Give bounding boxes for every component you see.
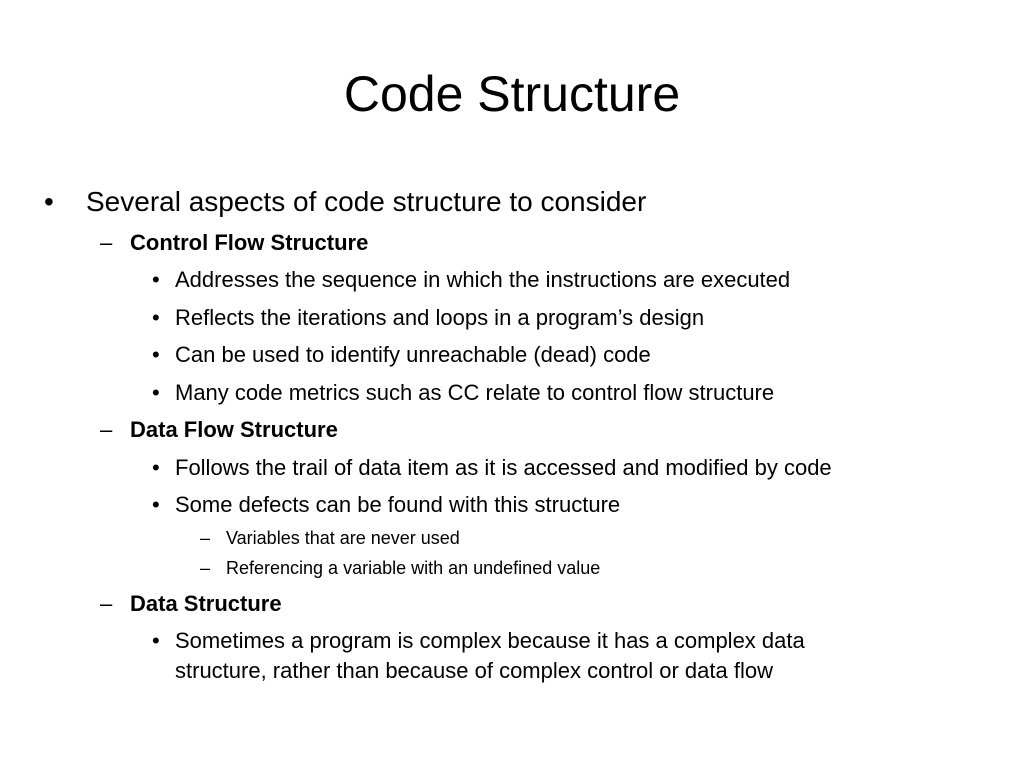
bullet-text: Follows the trail of data item as it is accessed and modified by code [175,455,832,480]
bullet-marker: • [152,305,160,330]
dash-marker: – [200,558,211,578]
bullet-marker: • [152,492,160,517]
dash-marker: – [100,591,113,616]
bullet-marker: • [152,342,160,367]
bullet-text: Can be used to identify unreachable (dead) code [175,342,651,367]
bullet-text: Referencing a variable with an undefined value [226,558,601,578]
subheading-text: Data Flow Structure [130,417,338,442]
bullet-text: Reflects the iterations and loops in a program’s design [175,305,705,330]
bullet-marker: • [152,628,160,653]
subheading-text: Data Structure [130,591,282,616]
bullet-text: structure, rather than because of complex control or data flow [175,658,773,683]
bullet-marker: • [152,455,160,480]
bullet-text: Several aspects of code structure to consider [86,186,647,217]
bullet-text: Addresses the sequence in which the instructions are executed [175,267,791,292]
bullet-text: Sometimes a program is complex because it has a complex data [175,628,805,653]
bullet-text: Many code metrics such as CC relate to control flow structure [175,380,775,405]
dash-marker: – [200,528,211,548]
bullet-text: Some defects can be found with this structure [175,492,621,517]
dash-marker: – [100,417,113,442]
slide-title: Code Structure [343,66,681,122]
bullet-marker: • [44,186,54,217]
bullet-text: Variables that are never used [226,528,460,548]
subheading-text: Control Flow Structure [130,230,369,255]
bullet-marker: • [152,267,160,292]
dash-marker: – [100,230,113,255]
bullet-marker: • [152,380,160,405]
